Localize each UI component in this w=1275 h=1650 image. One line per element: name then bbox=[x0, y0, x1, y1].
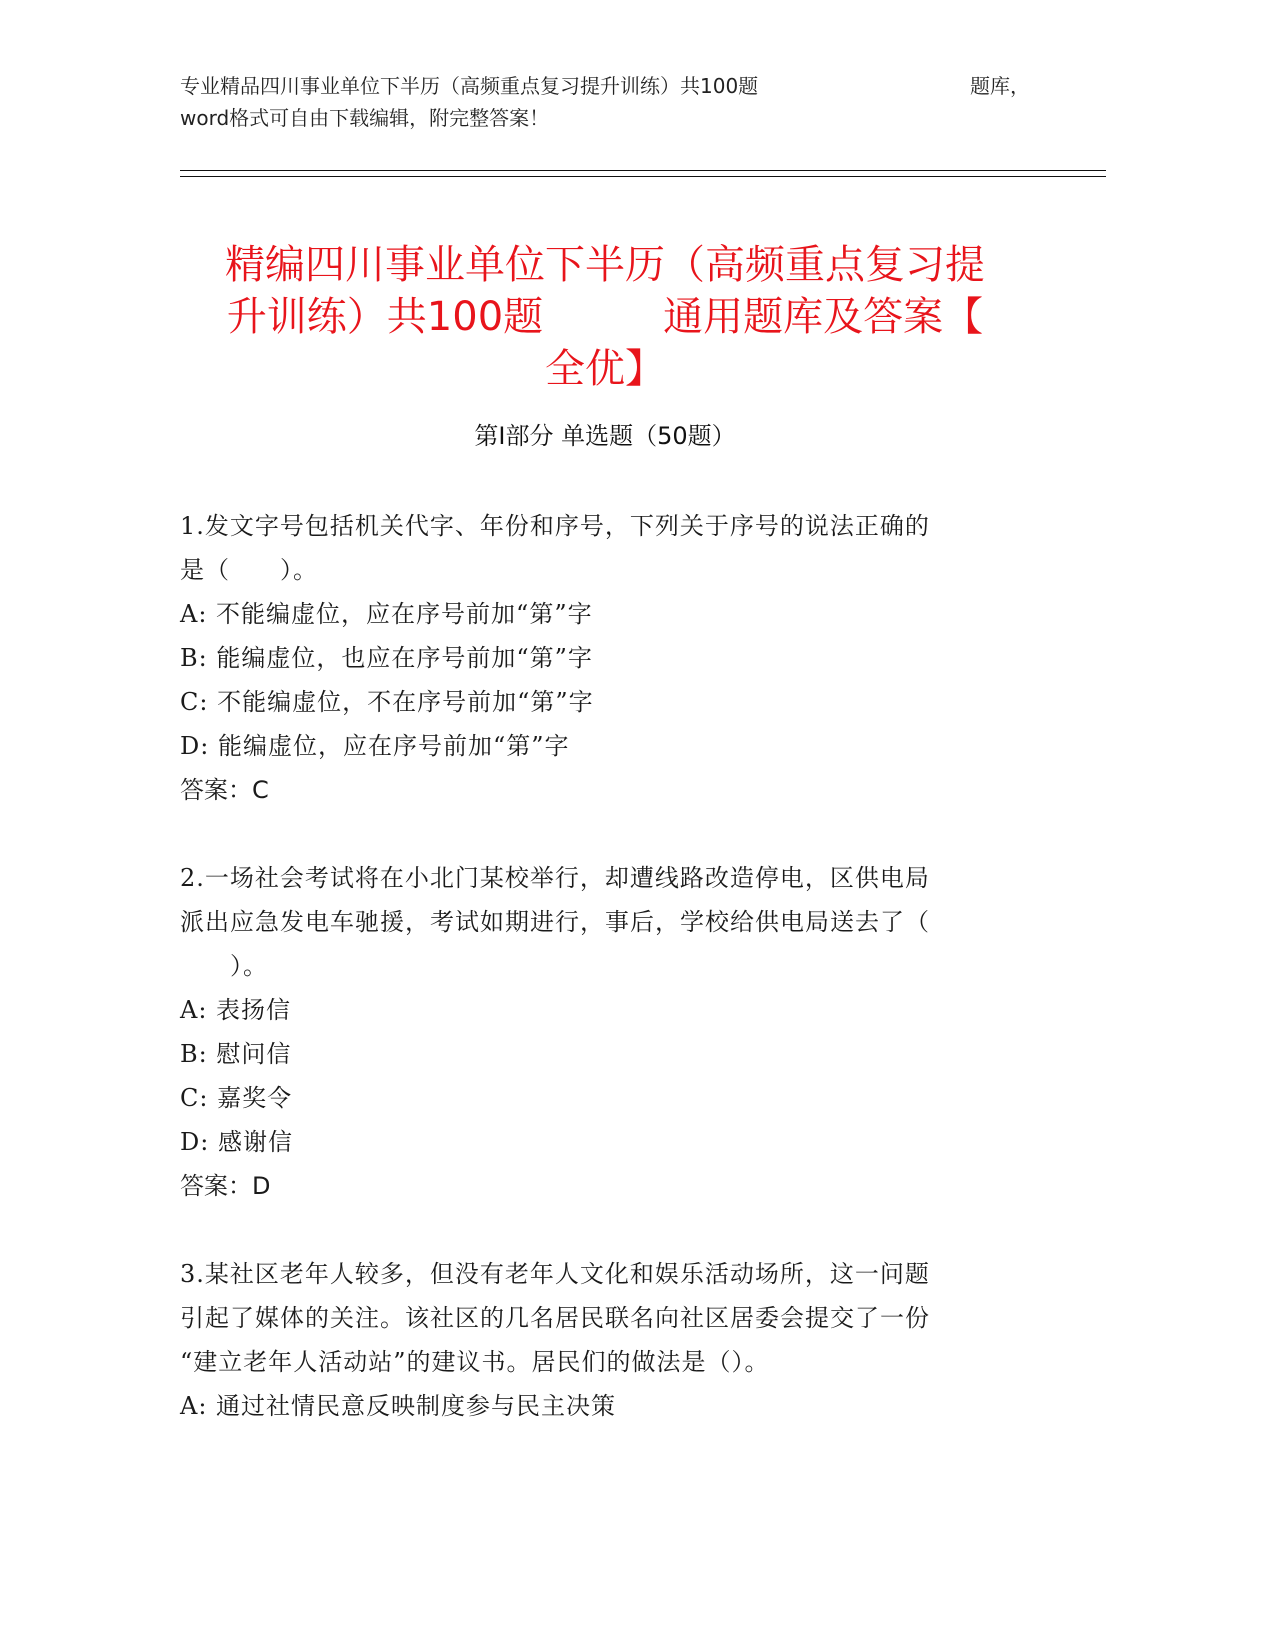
option-a: A: 表扬信 bbox=[180, 996, 292, 1024]
section-title: 第I部分 单选题（50题） bbox=[474, 422, 736, 450]
title-line-3: 全优】 bbox=[545, 345, 665, 392]
question-stem-line: 1.发文字号包括机关代字、年份和序号，下列关于序号的说法正确的 bbox=[180, 512, 930, 540]
question-3 bbox=[180, 1252, 1030, 1428]
option-a: A: 不能编虚位，应在序号前加“第”字 bbox=[180, 600, 593, 628]
option-c: C: 不能编虚位，不在序号前加“第”字 bbox=[180, 688, 594, 716]
header-line-2: word格式可自由下载编辑，附完整答案！ bbox=[180, 106, 550, 130]
question-1 bbox=[180, 504, 1030, 812]
option-b: B: 慰问信 bbox=[180, 1040, 292, 1068]
question-list bbox=[180, 504, 1030, 1472]
document-title bbox=[180, 239, 1030, 395]
option-d: D: 感谢信 bbox=[180, 1128, 293, 1156]
question-2 bbox=[180, 856, 1030, 1208]
header-line-1 bbox=[180, 70, 1030, 102]
option-c: C: 嘉奖令 bbox=[180, 1084, 293, 1112]
question-stem-line: ）。 bbox=[180, 952, 268, 980]
question-stem-line: “建立老年人活动站”的建议书。居民们的做法是（）。 bbox=[180, 1348, 770, 1376]
title-line-2-part-b: 通用题库及答案【 bbox=[663, 293, 984, 340]
question-stem-line: 派出应急发电车驰援，考试如期进行，事后，学校给供电局送去了（ bbox=[180, 908, 930, 936]
header-divider-top bbox=[180, 170, 1106, 171]
question-stem-line: 引起了媒体的关注。该社区的几名居民联名向社区居委会提交了一份 bbox=[180, 1304, 930, 1332]
answer-label: 答案：C bbox=[180, 776, 269, 804]
header-divider-bottom bbox=[180, 176, 1106, 177]
header-doc-name: 专业精品四川事业单位下半历（高频重点复习提升训练）共100题 bbox=[180, 74, 759, 98]
header-doc-type: 题库， bbox=[970, 74, 1030, 98]
question-stem-line: 2.一场社会考试将在小北门某校举行，却遭线路改造停电，区供电局 bbox=[180, 864, 930, 892]
question-stem-line: 3.某社区老年人较多，但没有老年人文化和娱乐活动场所，这一问题 bbox=[180, 1260, 930, 1288]
page-header bbox=[180, 70, 1030, 134]
answer-label: 答案：D bbox=[180, 1172, 271, 1200]
option-d: D: 能编虚位，应在序号前加“第”字 bbox=[180, 732, 570, 760]
question-stem-line: 是（ ）。 bbox=[180, 556, 318, 584]
title-line-2 bbox=[180, 291, 1030, 343]
title-line-1: 精编四川事业单位下半历（高频重点复习提 bbox=[225, 241, 985, 288]
title-line-2-part-a: 升训练）共100题 bbox=[226, 293, 544, 340]
option-b: B: 能编虚位，也应在序号前加“第”字 bbox=[180, 644, 593, 672]
option-a: A: 通过社情民意反映制度参与民主决策 bbox=[180, 1392, 617, 1420]
